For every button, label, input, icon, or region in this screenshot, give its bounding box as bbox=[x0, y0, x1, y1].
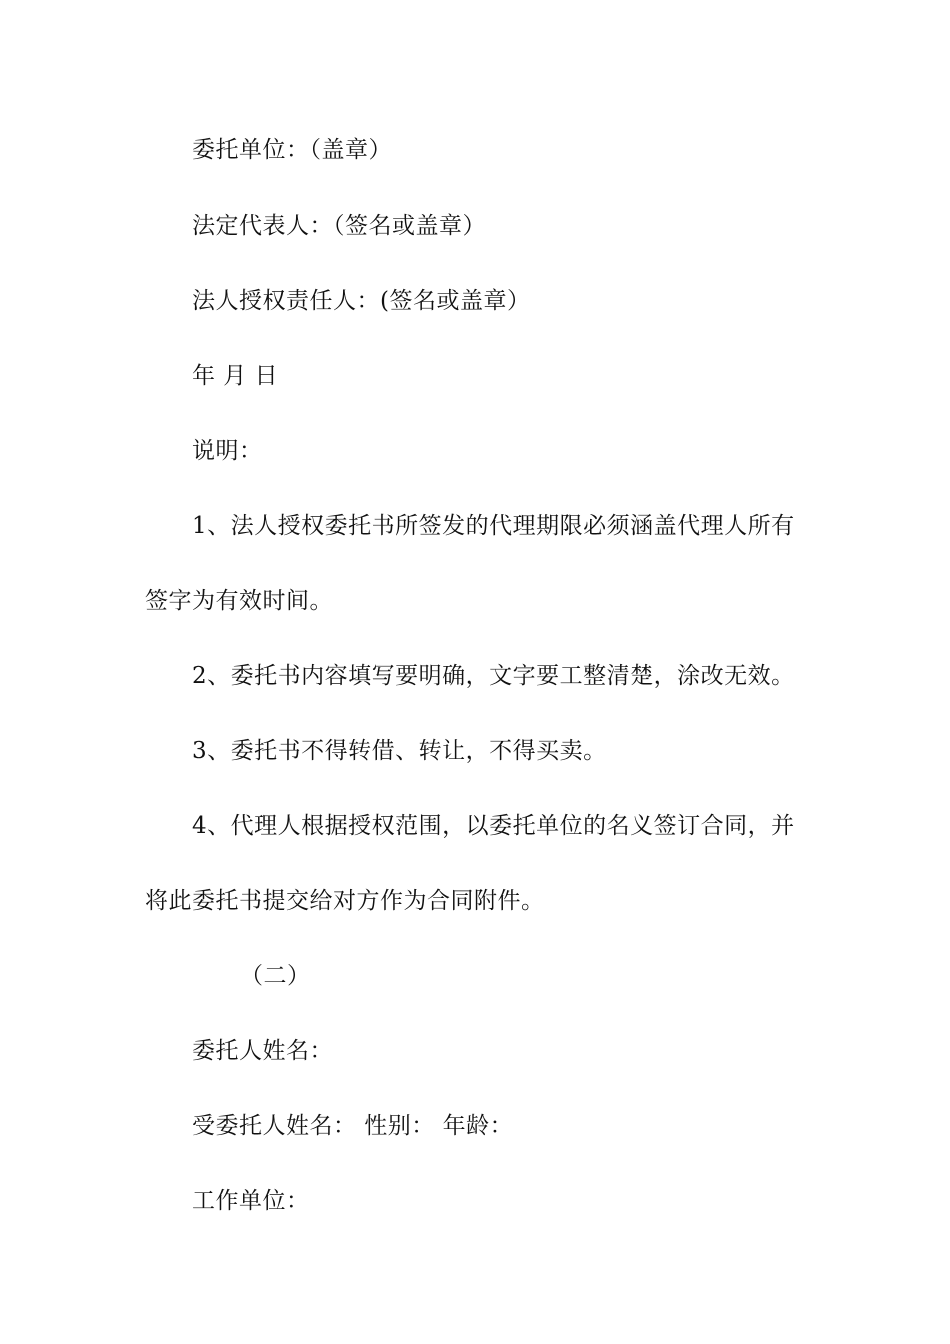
notes-heading: 说明： bbox=[192, 438, 263, 464]
note-1-line-2: 签字为有效时间。 bbox=[145, 588, 333, 614]
note-4-line-1: 4、代理人根据授权范围，以委托单位的名义签订合同，并 bbox=[192, 813, 795, 839]
entrusting-unit-line: 委托单位：（盖章） bbox=[192, 137, 392, 163]
agent-info-line: 受委托人姓名： 性别： 年龄： bbox=[192, 1113, 514, 1139]
note-1-line-1: 1、法人授权委托书所签发的代理期限必须涵盖代理人所有 bbox=[192, 513, 795, 539]
note-2: 2、委托书内容填写要明确，文字要工整清楚，涂改无效。 bbox=[192, 663, 795, 689]
principal-name-line: 委托人姓名： bbox=[192, 1038, 333, 1064]
section-two-heading: （二） bbox=[240, 963, 311, 989]
note-4-line-2: 将此委托书提交给对方作为合同附件。 bbox=[145, 888, 545, 914]
authorized-person-line: 法人授权责任人：(签名或盖章） bbox=[192, 288, 531, 314]
note-3: 3、委托书不得转借、转让，不得买卖。 bbox=[192, 738, 607, 764]
legal-representative-line: 法定代表人：（签名或盖章） bbox=[192, 213, 486, 239]
work-unit-line: 工作单位： bbox=[192, 1188, 310, 1214]
date-line: 年 月 日 bbox=[192, 363, 279, 389]
